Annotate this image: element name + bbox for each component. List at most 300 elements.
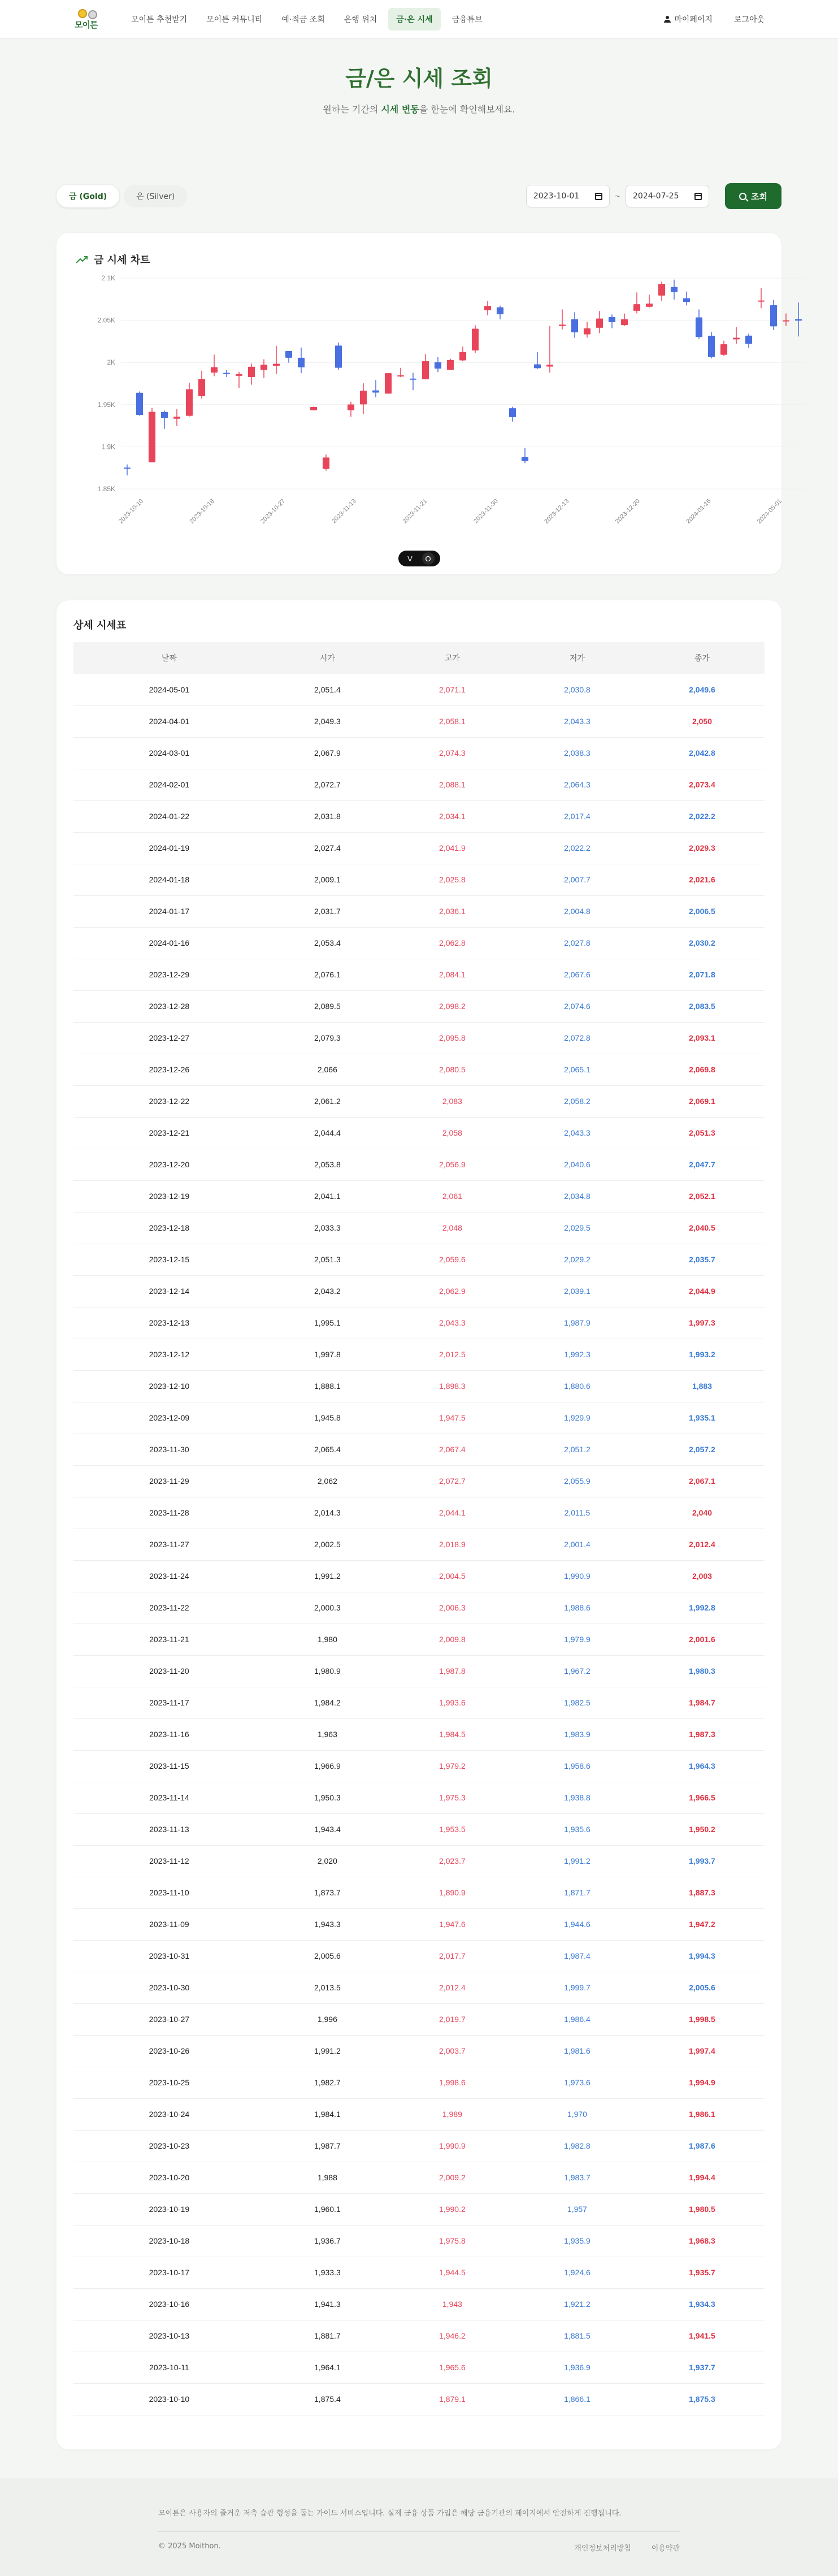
cell-date: 2023-10-30 [149,1983,190,1992]
x-tick-label: 2023-10-10 [117,497,145,525]
cell-date: 2023-12-20 [149,1160,190,1169]
cell-date: 2023-10-31 [149,1951,190,1960]
cell-close: 1,994.3 [689,1951,715,1960]
cell-high: 1,990.9 [439,2141,466,2150]
cell-high: 1,953.5 [439,1825,466,1834]
gold-coin-icon [78,9,87,18]
cell-open: 2,053.8 [314,1160,341,1169]
x-tick-label: 2023-11-13 [331,497,358,525]
cell-high: 2,036.1 [439,907,466,916]
table-row [73,1845,765,1877]
candle-body [136,393,143,415]
col-low: 저가 [569,654,585,663]
candle-body [335,345,342,367]
cell-high: 1,998.6 [439,2078,466,2087]
tab-silver[interactable]: 은 (Silver) [124,185,187,207]
cell-high: 2,062.8 [439,938,466,947]
cell-high: 2,012.5 [439,1350,466,1359]
cell-close: 1,964.3 [689,1761,715,1770]
cell-close: 1,950.2 [689,1825,715,1834]
cell-low: 2,064.3 [564,780,590,789]
footer-description: 모이튼은 사용자의 즐거운 저축 습관 형성을 돕는 가이드 서비스입니다. 실제 금융 상품 가입은 해당 금융기관의 페이지에서 안전하게 진행됩니다. [158,2509,622,2518]
candle-body [633,304,640,311]
calendar-icon[interactable] [694,193,702,200]
cell-low: 1,988.6 [564,1603,590,1612]
table-row [73,1434,765,1465]
cell-low: 1,967.2 [564,1666,590,1676]
cell-low: 1,944.6 [564,1920,590,1929]
cell-date: 2023-10-27 [149,2015,190,2024]
candle-body [348,405,354,410]
cell-open: 1,933.3 [314,2268,341,2277]
candle-body [733,337,740,339]
x-tick-label: 2023-10-27 [259,497,287,525]
cell-open: 1,943.3 [314,1920,341,1929]
cell-low: 1,929.9 [564,1413,590,1422]
table-row [73,2288,765,2320]
col-close: 종가 [694,654,710,663]
cell-high: 1,898.3 [439,1382,466,1391]
cell-close: 1,993.2 [689,1350,715,1359]
cell-open: 1,982.7 [314,2078,341,2087]
cell-high: 2,072.7 [439,1477,466,1486]
cell-close: 1,984.7 [689,1698,715,1707]
calendar-icon[interactable] [595,193,602,200]
col-date: 날짜 [161,654,177,663]
menu-recommend[interactable]: 모이튼 추천받기 [131,15,188,24]
cell-low: 1,983.7 [564,2173,590,2182]
table-row [73,2067,765,2098]
cell-close: 2,071.8 [689,970,715,979]
cell-open: 2,020 [317,1856,337,1865]
cell-open: 2,031.7 [314,907,341,916]
cell-open: 2,067.9 [314,748,341,757]
cell-close: 2,030.2 [689,938,715,947]
cell-open: 2,044.4 [314,1128,341,1137]
cell-date: 2023-12-14 [149,1287,190,1296]
cell-high: 2,058 [442,1128,462,1137]
cell-date: 2023-11-16 [149,1730,189,1739]
cell-date: 2023-12-10 [149,1382,190,1391]
cell-low: 1,881.5 [564,2331,590,2340]
cell-open: 1,991.2 [314,1571,341,1581]
mypage-link[interactable] [664,14,713,25]
cell-close: 1,875.3 [689,2395,715,2404]
table-row [73,1212,765,1244]
cell-date: 2023-11-13 [149,1825,189,1834]
cell-high: 2,071.1 [439,685,466,694]
cell-open: 1,950.3 [314,1793,341,1802]
table-row [73,1117,765,1149]
cell-close: 1,980.3 [689,1666,715,1676]
cell-close: 2,006.5 [689,907,715,916]
cell-high: 2,095.8 [439,1033,466,1042]
candle-body [584,328,590,335]
candle-body [770,305,777,326]
cell-low: 2,043.3 [564,717,590,726]
user-icon [664,16,671,23]
cell-high: 1,975.8 [439,2236,466,2245]
candle-body [708,336,715,357]
silver-coin-icon [88,10,97,19]
candle-body [173,417,180,419]
candle-body [385,373,392,393]
candle-body [571,319,578,332]
cell-low: 1,866.1 [564,2395,590,2404]
cell-date: 2023-11-24 [149,1571,189,1581]
candle-body [248,367,255,377]
candle-body [298,358,305,367]
start-date-input[interactable]: 2023-10-01 [526,185,610,207]
cell-low: 2,038.3 [564,748,590,757]
cell-low: 1,987.4 [564,1951,590,1960]
candle-body [596,318,603,327]
candle-body [795,319,802,321]
cell-open: 1,984.2 [314,1698,341,1707]
candle-body [447,360,454,370]
menu-gold-silver[interactable]: 금·은 시세 [388,8,440,31]
table-row [73,1465,765,1497]
cell-close: 2,069.8 [689,1065,715,1074]
cell-date: 2023-11-20 [149,1666,189,1676]
cell-close: 1,994.4 [689,2173,715,2182]
cell-open: 2,062 [317,1477,337,1486]
cell-high: 2,084.1 [439,970,466,979]
cell-date: 2023-12-21 [149,1128,190,1137]
cell-close: 1,935.1 [689,1413,715,1422]
cell-high: 2,043.3 [439,1318,466,1327]
table-row [73,2098,765,2130]
menu-deposit-savings[interactable]: 예·적금 조회 [281,15,325,24]
table-row [73,1687,765,1718]
table-row [73,2003,765,2035]
table-body [73,674,765,2415]
x-tick-label: 2024-01-16 [685,497,713,525]
chart-mode-toggle[interactable] [398,551,440,566]
candle-body [149,412,155,462]
candle-body [422,361,429,379]
cell-open: 2,014.3 [314,1508,341,1517]
table-row [73,1750,765,1782]
cell-high: 2,056.9 [439,1160,466,1169]
cell-low: 2,022.2 [564,843,590,852]
table-row [73,2035,765,2067]
moithon-logo[interactable] [73,7,103,32]
cell-high: 2,004.5 [439,1571,466,1581]
table-row [73,2130,765,2162]
cell-close: 2,040.5 [689,1223,715,1232]
cell-date: 2024-01-16 [149,938,190,947]
table-row [73,895,765,927]
cell-date: 2023-10-13 [149,2331,190,2340]
cell-low: 1,958.6 [564,1761,590,1770]
cell-date: 2024-01-19 [149,843,190,852]
cell-date: 2023-11-21 [149,1635,189,1644]
candle-body [285,351,292,358]
cell-low: 1,987.9 [564,1318,590,1327]
logout-link[interactable]: 로그아웃 [733,15,765,24]
candle-body [658,284,665,296]
cell-low: 2,030.8 [564,685,590,694]
cell-high: 2,041.9 [439,843,466,852]
table-row [73,1782,765,1813]
cell-low: 2,004.8 [564,907,590,916]
cell-high: 2,098.2 [439,1002,466,1011]
cell-close: 1,998.5 [689,2015,715,2024]
cell-date: 2023-10-11 [149,2363,189,2372]
cell-date: 2024-04-01 [149,717,190,726]
candle-body [745,336,752,344]
candle-body [459,352,466,361]
cell-date: 2023-10-18 [149,2236,190,2245]
cell-open: 2,079.3 [314,1033,341,1042]
date-range [526,183,781,209]
cell-high: 1,946.2 [439,2331,466,2340]
cell-close: 1,986.1 [689,2110,715,2119]
table-row [73,2162,765,2193]
cell-close: 1,987.3 [689,1730,715,1739]
cell-close: 1,992.8 [689,1603,715,1612]
candle-body [310,407,317,410]
candle-body [546,365,553,366]
cell-high: 2,006.3 [439,1603,466,1612]
table-row [73,1149,765,1180]
cell-high: 2,059.6 [439,1255,466,1264]
cell-date: 2023-11-10 [149,1888,189,1897]
cell-close: 2,022.2 [689,812,715,821]
cell-high: 1,947.6 [439,1920,466,1929]
footer-bottom [158,2531,680,2553]
table-row [73,927,765,959]
cell-low: 1,982.5 [564,1698,590,1707]
cell-open: 1,873.7 [314,1888,341,1897]
cell-close: 1,987.6 [689,2141,715,2150]
candle-body [124,467,131,469]
cell-open: 2,009.1 [314,875,341,884]
query-controls [57,183,781,209]
cell-high: 2,025.8 [439,875,466,884]
cell-open: 2,061.2 [314,1097,341,1106]
table-row [73,832,765,864]
cell-low: 1,957 [567,2205,587,2214]
cell-close: 2,042.8 [689,748,715,757]
candle-body [323,457,329,469]
candle-body [509,408,516,417]
cell-date: 2023-10-10 [149,2395,190,2404]
cell-high: 2,023.7 [439,1856,466,1865]
toggle-o[interactable]: O [422,552,435,565]
cell-low: 1,986.4 [564,2015,590,2024]
cell-open: 1,941.3 [314,2300,341,2309]
cell-close: 2,003 [692,1571,712,1581]
cell-low: 1,982.8 [564,2141,590,2150]
cell-date: 2023-11-27 [149,1540,189,1549]
cell-open: 1,960.1 [314,2205,341,2214]
x-tick-label: 2023-11-21 [401,497,429,525]
cell-date: 2023-10-24 [149,2110,190,2119]
cell-open: 1,943.4 [314,1825,341,1834]
cell-open: 2,072.7 [314,780,341,789]
cell-high: 2,019.7 [439,2015,466,2024]
cell-low: 2,011.5 [564,1508,590,1517]
cell-open: 2,053.4 [314,938,341,947]
cell-close: 1,997.3 [689,1318,715,1327]
cell-high: 2,018.9 [439,1540,466,1549]
menu-bank-location[interactable]: 은행 위치 [344,15,377,24]
tab-gold[interactable]: 금 (Gold) [57,185,119,207]
cell-open: 1,984.1 [314,2110,341,2119]
y-tick-label: 1.9K [101,443,115,451]
cell-low: 2,039.1 [564,1287,590,1296]
cell-high: 1,943 [442,2300,462,2309]
y-tick-label: 1.85K [97,485,115,493]
candle-body [472,329,479,350]
cell-close: 1,934.3 [689,2300,715,2309]
cell-close: 2,044.9 [689,1287,715,1296]
cell-close: 2,001.6 [689,1635,715,1644]
cell-high: 1,944.5 [439,2268,466,2277]
table-row [73,1718,765,1750]
terms-link[interactable]: 이용약관 [651,2544,680,2553]
cell-low: 2,001.4 [564,1540,590,1549]
cell-low: 1,991.2 [564,1856,590,1865]
menu-community[interactable]: 모이튼 커뮤니티 [206,15,263,24]
cell-low: 1,981.6 [564,2046,590,2055]
cell-high: 2,009.2 [439,2173,466,2182]
cell-open: 1,980 [317,1635,337,1644]
cell-close: 1,980.5 [689,2205,715,2214]
table-row [73,990,765,1022]
cell-low: 1,871.7 [564,1888,590,1897]
cell-date: 2024-03-01 [149,748,190,757]
cell-open: 1,966.9 [314,1761,341,1770]
cell-high: 1,890.9 [439,1888,466,1897]
table-row [73,1180,765,1212]
footer-links [574,2542,680,2553]
cell-close: 2,052.1 [689,1192,715,1201]
cell-date: 2024-02-01 [149,780,190,789]
cell-date: 2023-10-23 [149,2141,190,2150]
cell-open: 1,881.7 [314,2331,341,2340]
cell-high: 2,009.8 [439,1635,466,1644]
cell-high: 1,965.6 [439,2363,466,2372]
footer [0,2478,838,2576]
end-date-input[interactable]: 2024-07-25 [626,185,709,207]
cell-date: 2023-12-15 [149,1255,190,1264]
candle-body [198,379,205,396]
trending-up-icon [76,255,88,264]
chart-card [57,233,784,574]
cell-date: 2023-11-28 [149,1508,189,1517]
cell-date: 2024-05-01 [149,685,190,694]
y-tick-label: 1.95K [97,400,115,409]
copyright: © 2025 Moithon. [158,2542,221,2551]
cell-close: 1,941.5 [689,2331,715,2340]
table-row [73,864,765,895]
cell-close: 2,051.3 [689,1128,715,1137]
table-row [73,1623,765,1655]
cell-close: 2,093.1 [689,1033,715,1042]
privacy-link[interactable]: 개인정보처리방침 [574,2544,631,2553]
table-row [73,1054,765,1085]
candle-body [783,321,789,322]
cell-date: 2023-11-17 [149,1698,189,1707]
cell-close: 2,067.1 [689,1477,715,1486]
cell-close: 1,937.7 [689,2363,715,2372]
cell-low: 2,055.9 [564,1477,590,1486]
cell-low: 2,067.6 [564,970,590,979]
menu-finance-tube[interactable]: 금융튜브 [451,15,483,24]
cell-low: 2,065.1 [564,1065,590,1074]
cell-high: 1,990.2 [439,2205,466,2214]
cell-open: 1,936.7 [314,2236,341,2245]
table-row [73,959,765,990]
page-subtitle: 원하는 기간의 시세 변동을 한눈에 확인해보세요. [323,104,515,115]
cell-date: 2023-12-18 [149,1223,190,1232]
cell-close: 1,887.3 [689,1888,715,1897]
candle-body [435,362,441,369]
cell-date: 2023-10-19 [149,2205,190,2214]
table-row [73,1813,765,1845]
cell-high: 2,088.1 [439,780,466,789]
cell-high: 2,012.4 [439,1983,466,1992]
candle-body [497,308,503,314]
candle-body [186,389,193,415]
cell-low: 1,935.9 [564,2236,590,2245]
table-row [73,1085,765,1117]
cell-low: 2,017.4 [564,812,590,821]
cell-close: 1,968.3 [689,2236,715,2245]
cell-close: 1,947.2 [689,1920,715,1929]
table-row [73,2352,765,2383]
table-row [73,1022,765,1054]
cell-low: 1,935.6 [564,1825,590,1834]
cell-open: 2,065.4 [314,1445,341,1454]
candle-body [410,379,416,380]
table-row [73,800,765,832]
cell-date: 2023-12-09 [149,1413,190,1422]
cell-low: 2,007.7 [564,875,590,884]
search-icon [739,193,746,200]
cell-low: 2,040.6 [564,1160,590,1169]
cell-date: 2023-12-27 [149,1033,190,1042]
cell-date: 2023-11-09 [149,1920,189,1929]
table-header-row [73,642,765,674]
cell-high: 1,879.1 [439,2395,466,2404]
hero-section [0,38,838,151]
candle-body [696,318,702,337]
search-button[interactable]: 조회 [725,183,781,209]
table-row [73,1908,765,1940]
table-row [73,2225,765,2257]
cell-open: 2,000.3 [314,1603,341,1612]
cell-date: 2024-01-18 [149,875,190,884]
toggle-v[interactable]: V [407,554,413,563]
date-separator: ~ [615,192,620,201]
candlestick-chart[interactable] [76,271,836,531]
cell-open: 2,031.8 [314,812,341,821]
y-tick-label: 2K [107,358,115,367]
cell-date: 2023-10-20 [149,2173,190,2182]
top-navbar [0,0,838,38]
cell-open: 1,996 [317,2015,337,2024]
cell-low: 1,970 [567,2110,587,2119]
candle-body [609,317,615,322]
table-row [73,705,765,737]
table-row [73,1940,765,1972]
cell-open: 1,991.2 [314,2046,341,2055]
cell-close: 1,935.7 [689,2268,715,2277]
